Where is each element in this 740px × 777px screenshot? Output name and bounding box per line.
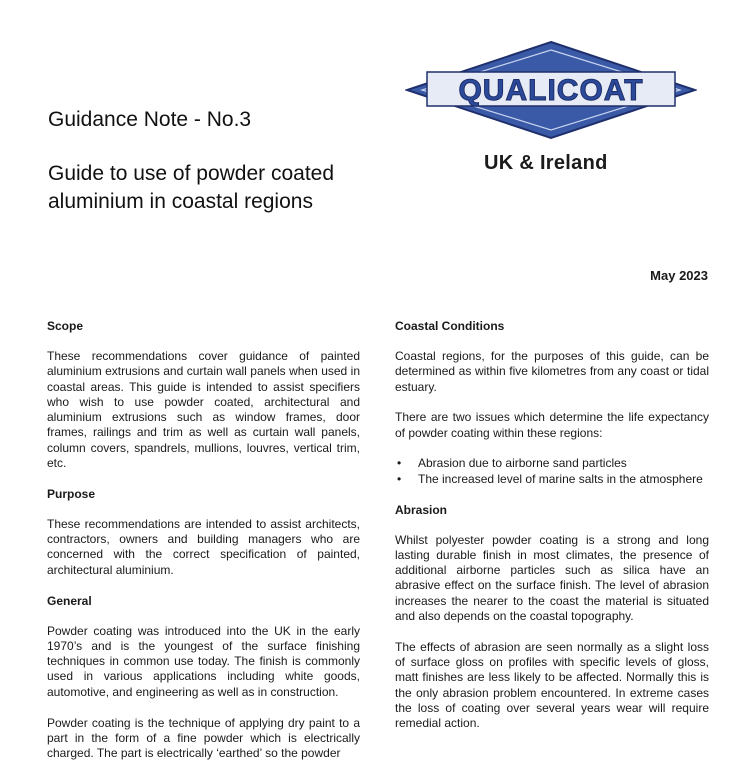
document-title: Guide to use of powder coated aluminium in coastal regions [48,162,335,213]
region-label: UK & Ireland [484,152,608,174]
coastal-paragraph-1: Coastal regions, for the purposes of this guide, can be determined as within five kilometres from any coast or tidal estuary. [395,349,709,394]
purpose-paragraph: These recommendations are intended to assist architects, contractors, owners and building managers who are concerned with the correct specification of painted, architectural aluminium. [47,516,360,577]
coastal-paragraph-2: There are two issues which determine the life expectancy of powder coating within these regions: [395,410,709,440]
issues-list [395,456,709,487]
right-column [395,319,709,747]
scope-paragraph: These recommendations cover guidance of painted aluminium extrusions and curtain wall panels when used in coastal areas. This guide is intended to assist specifiers who wish to use powder coated, architectural and aluminium extrusions such as window frames, door frames, railings and trim as well as curtain wall panels, column covers, spandrels, mullions, louvres, vertical trim, etc. [47,349,360,471]
svg-text:QUALICOAT: QUALICOAT [458,74,644,107]
left-column [47,319,360,777]
list-item: • Abrasion due to airborne sand particles [395,456,709,471]
list-item: • The increased level of marine salts in the atmosphere [395,472,709,487]
general-heading: General [47,593,92,608]
abrasion-paragraph-2: The effects of abrasion are seen normally as a slight loss of surface gloss on profiles with specific levels of gloss, matt finishes are less likely to be affected. Normally this is the only abrasion problem encountered. In extreme cases the loss of coating over several years wear will require remedial action. [395,639,709,731]
general-paragraph-2: Powder coating is the technique of applying dry paint to a part in the form of a fine powder which is electrically charged. The part is electrically ‘earthed’ so the powder [47,715,360,761]
scope-heading: Scope [47,319,84,333]
guidance-note-title: Guidance Note - No.3 [48,108,252,131]
document-date: May 2023 [650,268,708,283]
purpose-heading: Purpose [47,486,96,501]
abrasion-heading: Abrasion [395,502,448,517]
coastal-conditions-heading: Coastal Conditions [395,319,505,333]
qualicoat-logo [405,40,697,140]
general-paragraph-1: Powder coating was introduced into the UK in the early 1970’s and is the youngest of the surface finishing techniques in common use today. The finish is commonly used in various applications including white goods, automotive, and engineering as well as in construction. [47,623,360,699]
abrasion-paragraph-1: Whilst polyester powder coating is a strong and long lasting durable finish in most climates, the presence of additional airborne particles such as silica have an abrasive effect on the surface finish. The level of abrasion increases the nearer to the coast the material is situated and also depends on the coastal topography. [395,532,709,624]
